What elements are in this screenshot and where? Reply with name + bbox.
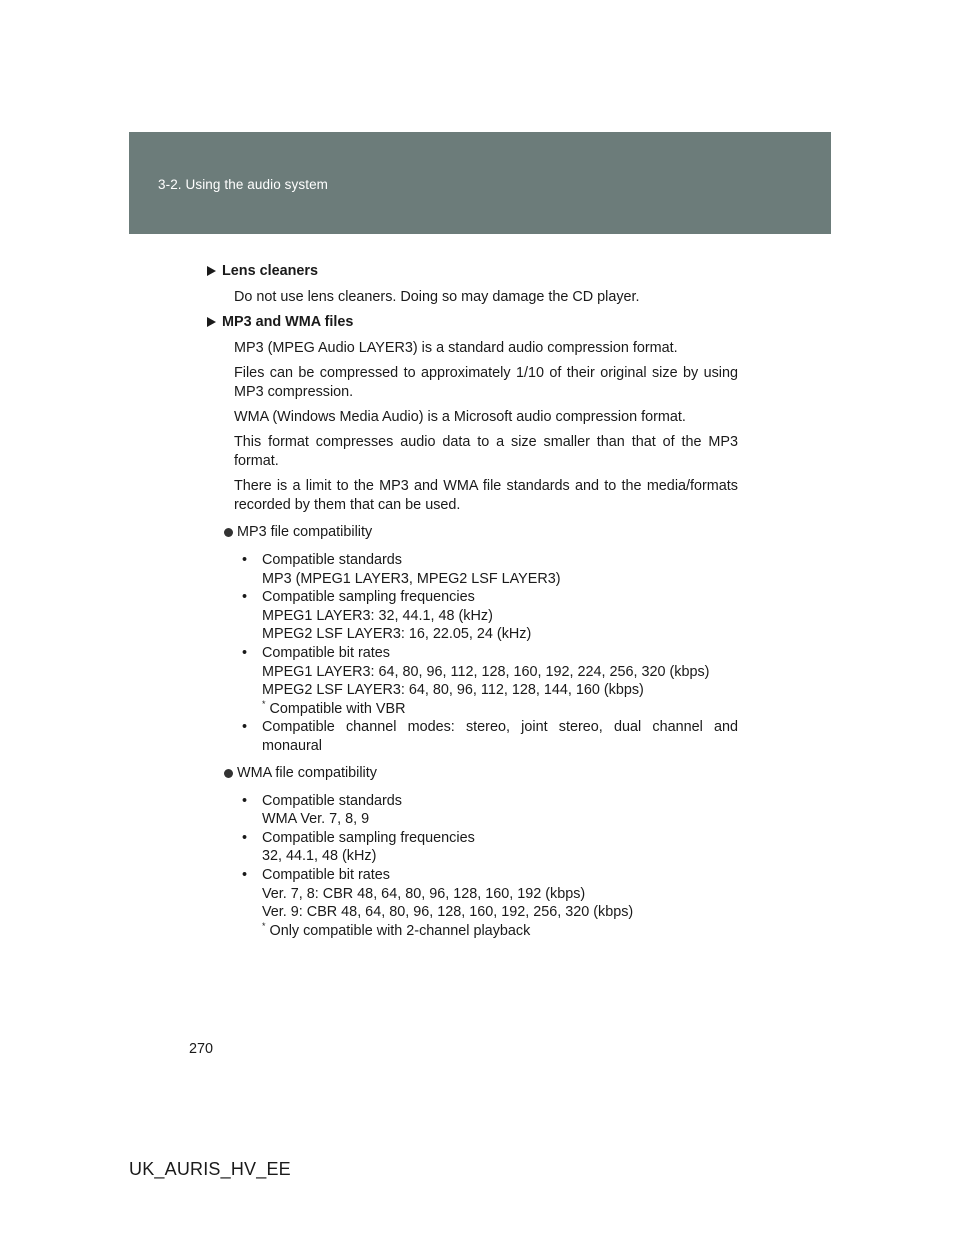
bullet-dot-icon: •	[242, 644, 248, 661]
lens-paragraph: Do not use lens cleaners. Doing so may damage the CD player.	[234, 289, 640, 305]
footnote: * Only compatible with 2-channel playback	[262, 920, 531, 939]
triangle-bullet-icon	[207, 317, 216, 327]
bullet-dot-icon: •	[242, 552, 248, 568]
list-item: • Compatible standards MP3 (MPEG1 LAYER3, MPEG2 LSF LAYER3)	[242, 552, 561, 587]
bullet-dot-icon: •	[242, 719, 248, 736]
circle-bullet-icon	[224, 769, 233, 778]
files-paragraph: There is a limit to the MP3 and WMA file standards and to the media/formats recorded by them that can be used.	[234, 478, 738, 513]
document-code: UK_AURIS_HV_EE	[129, 1159, 291, 1179]
wma-compat-list	[242, 792, 738, 941]
list-item: • Compatible channel modes: stereo, joint stereo, dual channel and monaural	[242, 719, 738, 754]
files-paragraph: This format compresses audio data to a size smaller than that of the MP3 format.	[234, 434, 738, 469]
list-item: • Compatible bit rates Ver. 7, 8: CBR 48, 64, 80, 96, 128, 160, 192 (kbps) Ver. 9: CBR 48, 64, 80, 96, 128, 160, 192, 256, 320 (kbps) * Only compatible with 2-channel playback	[252, 866, 738, 940]
page-content	[222, 258, 738, 944]
bullet-dot-icon: •	[242, 792, 248, 809]
heading-mp3-compatibility: MP3 file compatibility	[222, 523, 738, 542]
files-paragraph: WMA (Windows Media Audio) is a Microsoft audio compression format.	[234, 409, 686, 425]
bullet-dot-icon: •	[242, 866, 248, 883]
footnote: * Compatible with VBR	[262, 698, 406, 717]
triangle-bullet-icon	[207, 266, 216, 276]
header-band	[129, 132, 831, 234]
files-paragraph: Files can be compressed to approximately 1/10 of their original size by using MP3 compression.	[234, 365, 738, 400]
list-item: • Compatible standards WMA Ver. 7, 8, 9	[242, 792, 402, 828]
bullet-dot-icon: •	[242, 829, 248, 846]
list-item: • Compatible sampling frequencies MPEG1 LAYER3: 32, 44.1, 48 (kHz) MPEG2 LSF LAYER3: 16, 22.05, 24 (kHz)	[242, 589, 532, 643]
list-item: • Compatible sampling frequencies 32, 44.1, 48 (kHz)	[242, 829, 475, 865]
page-number: 270	[189, 1041, 214, 1057]
section-title: 3-2. Using the audio system	[158, 177, 329, 192]
heading-mp3-wma-files: MP3 and WMA files	[207, 313, 738, 332]
mp3-compat-list	[242, 551, 738, 756]
heading-wma-compatibility: WMA file compatibility	[222, 764, 738, 783]
list-item: • Compatible bit rates MPEG1 LAYER3: 64, 80, 96, 112, 128, 160, 192, 224, 256, 320 (kbps) MPEG2 LSF LAYER3: 64, 80, 96, 112, 128, 144, 160 (kbps) * Compatible with VBR	[252, 644, 738, 718]
circle-bullet-icon	[224, 528, 233, 537]
files-paragraph: MP3 (MPEG Audio LAYER3) is a standard audio compression format.	[234, 340, 678, 356]
bullet-dot-icon: •	[242, 589, 248, 606]
heading-lens-cleaners: Lens cleaners	[207, 262, 738, 281]
